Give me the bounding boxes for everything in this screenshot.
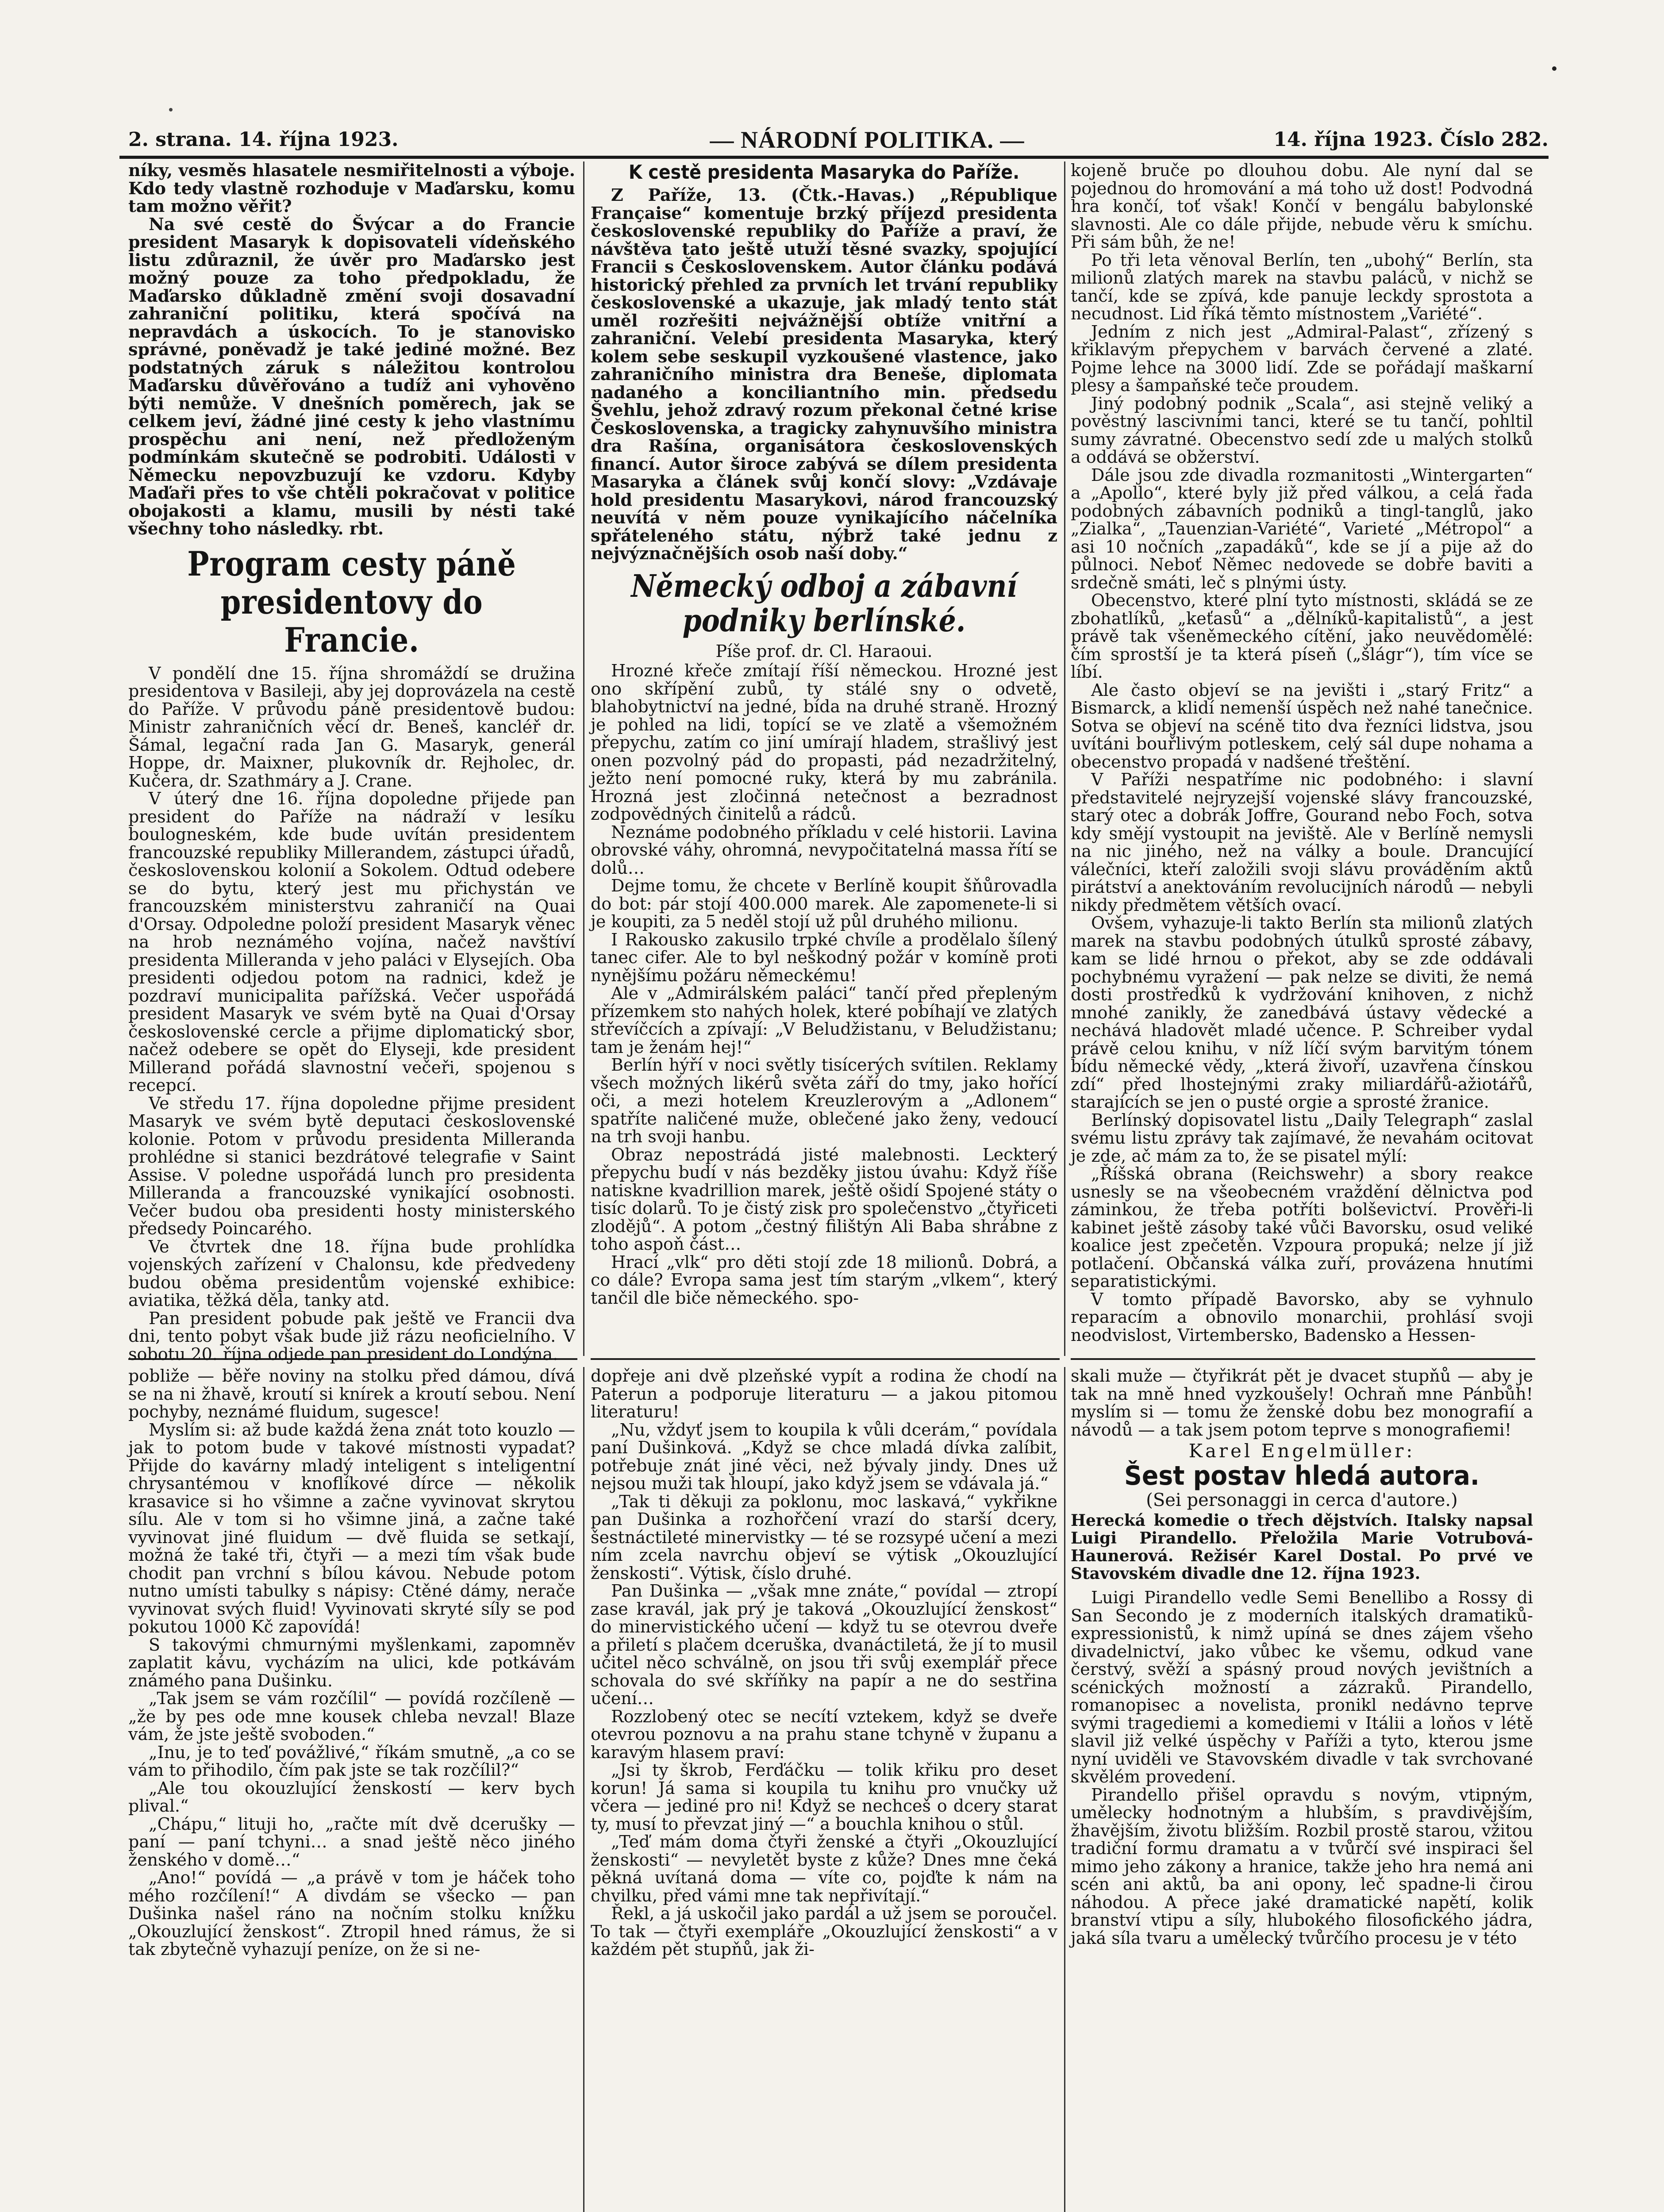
paragraph: „Tak jsem se vám rozčílil“ — povídá rozčíleně — „že by pes ode mne kousek chleba nevzal! Blaze vám, že jste ještě svoboden.“ (128, 1689, 575, 1744)
column-divider (1064, 1367, 1065, 2212)
review-author: Karel Engelmüller: (1188, 1440, 1415, 1462)
article-heading-paris: K cestě presidenta Masaryka do Paříže. (628, 161, 1020, 184)
paragraph: Pan Dušinka — „však mne znáte,“ povídal — ztropí zase kravál, jak prý je taková „Okouzlující ženskost“ do minervistického učení — když tu se otevrou dveře a přiletí s plačem dceruška, dvanáctiletá, že jí to musil učitel něco schválně, on jsou tři svůj exemplář přece schovala do své skříňky na papír a ne do sestřina učení… (591, 1581, 1057, 1708)
review-production-note: Herecká komedie o třech dějstvích. Italsky napsal Luigi Pirandello. Přeložila Marie Votrubová-Haunerová. Režisér Karel Dostal. Po prvé ve Stavovském divadle dne 12. října 1923. (1071, 1511, 1533, 1583)
section-rule (591, 1358, 1060, 1360)
paragraph: Luigi Pirandello vedle Semi Benellibo a Rossy di San Secondo je z moderních italských dramatiků-expressionistů, k nimž upíná se dnes zájem všeho divadelnictví, jako vůbec ke všemu, odkud vane čerstvý, svěží a spásný proud nových jevištních a scénických možností a zázraků. Pirandello, romanopisec a novelista, pronikl nedávno teprve svými tragediemi a komediemi v Itálii a loňos v létě slavil již velké úspěchy v Paříži a tyto, kterou jsme nyní uviděli ve Stavovském divadle v tak svrchované skvělém provedení. (1071, 1588, 1533, 1786)
paragraph: Ale často objeví se na jevišti i „starý Fritz“ a Bismarck, a klidí nemenší úspěch než nahé tanečnice. Sotva se objeví na scéně tito dva řezníci lidstva, jsou uvítáni bouřlivým potleskem, celý sál dupe nohama a obecenstvo propadá v nadšené třeštění. (1071, 680, 1533, 772)
paragraph: Dejme tomu, že chcete v Berlíně koupit šňůrovadla do bot: pár stojí 400.000 marek. Ale zapomenete-li si je koupiti, za 5 neděl stojí už půl druhého milionu. (591, 876, 1057, 931)
review-title: Šest postav hledá autora. (1124, 1460, 1480, 1491)
scan-speck (169, 108, 173, 111)
article-heading-odboj: Německý odboj a zábavní podniky berlínské. (631, 567, 1017, 639)
column-3-top (1071, 161, 1533, 1344)
paragraph: Hrozné křeče zmítají říší německou. Hrozné jest ono skřípění zubů, ty stálé sny o odvetě, blahobytnictví na jedné, bída na druhé straně. Hrozný je pohled na lidi, topící se ve zlatě a všemožném přepychu, zatím co jiní umírají hladem, strašlivý jest onen pozvolný pád do propasti, pád nezadržitelný, ježto není pomocné ruky, která by mu zabránila. Hrozná jest zločinná netečnost a bezradnost zodpovědných činitelů a rádců. (591, 661, 1057, 824)
paragraph: Řekl, a já uskočil jako pardál a už jsem se poroučel. To tak — čtyři exempláře „Okouzlující ženskosti“ a v každém pět stupňů, jak ži- (591, 1904, 1057, 1959)
paragraph: pobliže — běře noviny na stolku před dámou, dívá se na ni žhavě, kroutí si knírek a kroutí sebou. Není pochyby, neznámé fluidum, sugesce! (128, 1366, 575, 1421)
section-rule (1071, 1358, 1535, 1360)
column-2-top (591, 161, 1057, 1307)
paragraph: Neznáme podobného příkladu v celé historii. Lavina obrovské váhy, ohromná, nevypočitatelná massa řítí se dolů… (591, 822, 1057, 878)
paragraph: Pirandello přišel opravdu s novým, vtipným, umělecky hodnotným a hlubším, s pravdivějším, žhavějším, životu bližším. Rozbil prostě starou, vžitou tradiční formu dramatu a v tvůrčí své inspiraci šel mimo jeho zákony a hranice, takže jeho hra nemá ani scén ani aktů, ba ani opony, leč spadne-li čirou náhodou. A přece jaké dramatické napětí, kolik branství vtipu a síly, hlubokého filosofického jádra, jaká síla tvaru a umělecký tvůrčího procesu je v této (1071, 1785, 1533, 1948)
review-subtitle: (Sei personaggi in cerca d'autore.) (1146, 1490, 1458, 1510)
masthead (128, 127, 1549, 154)
paragraph: Ve čtvrtek dne 18. října bude prohlídka vojenských zařízení v Chalonsu, kde předvedeny budou oběma presidentům vojenské exhibice: aviatika, těžká děla, tanky atd. (128, 1237, 575, 1310)
paragraph: V pondělí dne 15. října shromáždí se družina presidentova v Basileji, aby jej doprovázela na cestě do Paříže. V průvodu páně presidentově budou: Ministr zahraničních věcí dr. Beneš, kancléř dr. Šámal, legační rada Jan G. Masaryk, generál Hoppe, dr. Maixner, plukovník dr. Rejholec, dr. Kučera, dr. Szathmáry a J. Crane. (128, 663, 575, 791)
paragraph: Myslím si: až bude každá žena znát toto kouzlo — jak to potom bude v takové místnosti vypadat? Přijde do kavárny mladý inteligent s inteligentní chrysantémou v knoflíkové dírce — několik krasavice si ho všimne a začne vyvinovat skrytou sílu. Ale v tom si ho všimne jiná, a začne také vyvinovat jiné fluidum — dvě fluida se setkají, možná že také tři, čtyři — a mezi tím však bude chodit pan vrchní s bílou kávou. Nebude potom nutno umísti tabulky s nápisy: Ctěné dámy, nerače vyvinovat svých fluid! Vyvinovati skryté síly se pod pokutou 1000 Kč zapovídá! (128, 1420, 575, 1636)
paragraph: Pan president pobude pak ještě ve Francii dva dni, tento pobyt však bude již rázu neoficielního. V sobotu 20. října odjede pan president do Londýna. (128, 1308, 575, 1364)
column-3-bottom (1071, 1367, 1533, 1947)
paragraph: Obraz nepostrádá jisté malebnosti. Leckterý přepychu budí v nás bezděky jistou úvahu: Když říše natiskne kvadrillion marek, ještě ošidí Spojené státy o tisíc dolarů. To je čistý zisk pro společenstvo „čtyřiceti zlodějů“. A potom „čestný filištýn Ali Baba shrábne z toho aspoň část… (591, 1144, 1057, 1254)
paragraph: Jedním z nich jest „Admiral-Palast“, zřízený s křiklavým přepychem v barvách červené a zlaté. Pojme lehce na 3000 lidí. Zde se pořádají maškarní plesy a šampaňské teče proudem. (1071, 322, 1533, 395)
paragraph: „Teď mám doma čtyři ženské a čtyři „Okouzlující ženskosti“ — nevyletět byste z kůže? Dnes mne čeká pěkná uvítaná doma — víte co, pojďte k nám na chvilku, před vámi mne tak nepřivítají.“ (591, 1832, 1057, 1905)
paragraph: Ve středu 17. října dopoledne přijme president Masaryk ve svém bytě deputaci československé kolonie. Potom v průvodu presidenta Milleranda prohlédne si stanici bezdrátové telegrafie v Saint Assise. V poledne uspořádá lunch pro presidenta Milleranda a francouzské vynikající osobnosti. Večer budou oba presidenti hosty ministerského předsedy Poincarého. (128, 1093, 575, 1238)
paragraph: skali muže — čtyřikrát pět je dvacet stupňů — aby je tak na mně hned vyzkoušely! Ochraň mne Pánbůh! myslím si — tomu že ženské dobu bez monografií a návodů — a tak jsem potom teprve s monografiemi! (1071, 1366, 1533, 1440)
column-divider (1064, 161, 1065, 1356)
paragraph: Obecenstvo, které plní tyto místnosti, skládá se ze zbohatlíků, „keťasů“ a „dělníků-kapitalistů“, a jest právě tak všeněmeckého cítění, jako neuvědomělé: čím sprostší je ta která píseň („šlágr“), tím více se líbí. (1071, 591, 1533, 682)
masthead-page-date: 2. strana. 14. října 1923. (128, 128, 399, 151)
paragraph: Na své cestě do Švýcar a do Francie president Masaryk k dopisovateli vídeňského listu zdůraznil, že úvěr pro Maďarsko jest možný pouze za toho předpokladu, že Maďarsko důkladně změní svoji dosavadní zahraniční politiku, která spočívá na nepravdách a úskocích. To je stanovisko správné, poněvadž je také jediné možné. Bez podstatných záruk s náležitou kontrolou Maďarsku důvěřováno a tudíž ani vyhověno býti nemůže. V dnešních poměrech, jak se celkem jeví, žádné jiné cesty k jeho vlastnímu prospěchu ani není, než předloženým podmínkám skutečně se podrobiti. Události v Německu nepovzbuzují ke vzdoru. Kdyby Maďaři přes to vše chtěli pokračovat v politice obojakosti a klamu, musili by nésti také všechny toho následky. rbt. (128, 214, 575, 538)
paragraph: „Ano!“ povídá — „a právě v tom je háček toho mého rozčílení!“ A divdám se všecko — pan Dušinka našel ráno na nočním stolku knížku „Okouzlující ženskost“. Ztropil hned rámus, že si tak zbytečně vyhazují peníze, on že si ne- (128, 1868, 575, 1959)
paragraph: Z Paříže, 13. (Čtk.-Havas.) „République Française“ komentuje brzký příjezd presidenta československé republiky do Paříže a praví, že návštěva tato ještě utuží těsné svazky, spojující Francii s Československem. Autor článku podává historický přehled za prvních let trvání republiky československé a ukazuje, jak mladý tento stát uměl rozřešiti nejvážnější obtíže vnitřní a zahraniční. Velebí presidenta Masaryka, který kolem sebe seskupil vyzkoušené vlastence, jako zahraničního ministra dra Beneše, diplomata nadaného a konciliantního min. předsedu Švehlu, jehož zdravý rozum překonal četné krise Československa, a tragicky zahynuvšího ministra dra Rašína, organisátora československých financí. Autor široce zabývá se dílem presidenta Masaryka a článek svůj končí slovy: „Vzdávaje hold presidentu Masarykovi, národ francouzský neuvítá v něm pouze vynikajícího náčelníka spřáteleného státu, nýbrž také jednu z nejvýznačnějších osob naší doby.“ (591, 185, 1057, 563)
paragraph: „Inu, je to teď povážlivé,“ říkám smutně, „a co se vám to přihodilo, čím pak jste se tak rozčílil?“ (128, 1742, 575, 1780)
paragraph: „Říšská obrana (Reichswehr) a sbory reakce usnesly se na všeobecném vraždění dělnictva pod záminkou, že třeba potříti bolševictví. Prověři-li kabinet ještě zásoby také vůči Bavorsku, osud veliké koalice jest zpečetěn. Vzpoura propuká; nelze jí již potlačení. Občanská válka zuří, provázena hnutími separatistickými. (1071, 1164, 1533, 1291)
paragraph: „Tak ti děkuji za poklonu, moc laskavá,“ vykřikne pan Dušinka a rozhořčení vrazí do starší dcery, šestnáctileté minervistky — té se rozsypé učení a mezi ním zcela navrchu objeví se výtisk „Okouzlující ženskosti“. Výtisk, číslo druhé. (591, 1491, 1057, 1583)
paragraph: I Rakousko zakusilo trpké chvíle a prodělalo šílený tanec cifer. Ale to byl neškodný požár v komíně proti nynějšímu požáru německému! (591, 929, 1057, 985)
column-1-bottom (128, 1367, 575, 1959)
paragraph: V tomto případě Bavorsko, aby se vyhnulo reparacím a obnovilo monarchii, prohlásí svoji neodvislost, Virtembersko, Badensko a Hessen- (1071, 1289, 1533, 1345)
paragraph: „Jsi ty škrob, Ferďáčku — tolik křiku pro deset korun! Já sama si koupila tu knihu pro vnučky už včera — jediné pro ni! Když se nechceš o dcery starat ty, musí to převzat jiný —“ a bouchla knihou o stůl. (591, 1760, 1057, 1834)
masthead-title: — NÁRODNÍ POLITIKA. — (710, 127, 1025, 153)
paragraph: Dále jsou zde divadla rozmanitosti „Wintergarten“ a „Apollo“, které byly již před válkou, a celá řada podobných zábavních podniků a tingl-tanglů, jako „Zialka“, „Tauenzian-Variété“, Varieté „Métropol“ a asi 10 nočních „zapadáků“, kde se jí a pije až do půlnoci. Neboť Němec nedovede se dobře baviti a srdečně smáti, leč s plnými ústy. (1071, 465, 1533, 592)
paragraph: Hrací „vlk“ pro děti stojí zde 18 milionů. Dobrá, a co dále? Evropa sama jest tím starým „vlkem“, který tančil dle biče německého. spo- (591, 1252, 1057, 1308)
paragraph: V Paříži nespatříme nic podobného: i slavní představitelé nejryzejší vojenské slávy francouzské, starý otec a dobrák Joffre, Gourand nebo Foch, sotva kdy smějí vystoupit na jeviště. Ale v Berlíně nemysli na nic jiného, než na války a boule. Drancující válečníci, kteří založili svoji slávu prováděním aktů pirátství a anektováním revolucijních národů — nebyli nikdy předmětem větších ovací. (1071, 770, 1533, 915)
paragraph: Berlínský dopisovatel listu „Daily Telegraph“ zaslal svému listu zprávy tak zajímavé, že nevahám ocitovat je zde, ač mám za to, že se pisatel mýlí: (1071, 1110, 1533, 1166)
paragraph: Ale v „Admirálském paláci“ tančí před přepleným přízemkem sto nahých holek, které pobíhají ve zlatých střevíčcích a zpívají: „V Beludžistanu, v Beludžistanu; tam je ženám hej!“ (591, 983, 1057, 1057)
column-divider (583, 161, 584, 1356)
article-heading-program: Program cesty páně presidentovy do Francie. (187, 544, 516, 660)
paragraph: Ovšem, vyhazuje-li takto Berlín sta milionů zlatých marek na stavbu podobných útulků sprosté zábavy, kam se lidé hrnou o překot, aby se zde oddávali pochybnému vyražení — pak nelze se diviti, že nemá dosti prostředků k vydržování knihoven, z nichž mnohé zanikly, že zanedbává ústavy vědecké a nechává hladovět mladé učence. P. Schreiber vydal právě celou knihu, v níž líčí svým barvitým tónem bídu německé vědy, „která živoří, uzavřena čínskou zdí“ před lhostejnými zraky miliardářů-ažiotářů, starajících se jen o pusté orgie a sprosté žranice. (1071, 913, 1533, 1112)
paragraph: „Nu, vždyť jsem to koupila k vůli dcerám,“ povídala paní Dušinková. „Když se chce mladá dívka zalíbit, potřebuje znát jiné věci, než bývaly jindy. Dnes už nejsou muži tak hloupí, jako když jsem se vdávala já.“ (591, 1420, 1057, 1493)
paragraph: Jiný podobný podnik „Scala“, asi stejně veliký a pověstný lascivními tanci, které se tu tančí, pohltil sumy závratné. Obecenstvo sedí zde u malých stolků a oddává se obžerství. (1071, 393, 1533, 467)
paragraph: Berlín hýří v noci světly tisícerých svítilen. Reklamy všech možných likérů světa září do tmy, jako hořící oči, a mezi hotelem Kreuzlerovým a „Adlonem“ spatříte naličené muže, oblečené jako ženy, vedoucí na trh svoji hanbu. (591, 1055, 1057, 1146)
column-divider (583, 1367, 584, 2212)
paragraph: Rozzlobený otec se necítí vztekem, když se dveře otevrou poznovu a na prahu stane tchyně v županu a karavým hlasem praví: (591, 1706, 1057, 1762)
paragraph: V úterý dne 16. října dopoledne přijede pan president do Paříže na nádraží v lesíku boulogneském, kde bude uvítán presidentem francouzské republiky Millerandem, zástupci úřadů, československou kolonií a Sokolem. Odtud odebere se do bytu, který jest mu přichystán ve francouzském ministerstvu zahraničí na Quai d'Orsay. Odpoledne položí president Masaryk věnec na hrob neznámého vojína, načež navštíví presidenta Millerandа v jeho paláci v Elysejích. Oba presidenti odjedou potom na radnici, kdež je pozdraví municipalita pařížská. Večer uspořádá president Masaryk ve svém bytě na Quai d'Orsay československé cercle a přijme diplomatický sbor, načež odebere se opět do Elyseji, kde president Millerand pořádá slavnostní večeři, spojenou s recepcí. (128, 789, 575, 1095)
paragraph: „Chápu,“ lituji ho, „račte mít dvě dcerušky — paní — paní tchyni… a snad ještě něco jiného ženského v domě…“ (128, 1814, 575, 1870)
paragraph: Po tři leta věnoval Berlín, ten „ubohý“ Berlín, sta milionů zlatých marek na stavbu paláců, v nichž se tančí, kde se zpívá, kde panuje leckdy sprostota a necudnost. Lid říká těmto místnostem „Variété“. (1071, 250, 1533, 323)
paragraph: dopřeje ani dvě plzeňské vypít a rodina že chodí na Paterun a podporuje literaturu — a jakou pitomou literaturu! (591, 1366, 1057, 1421)
paragraph: kojeně bruče po dlouhou dobu. Ale nyní dal se pojednou do hromování a má toho už dost! Podvodná hra končí, toť však! Končí v bengálu babylonské slavnosti. Ale co dále přijde, nebude věru k smíchu. Při sám bůh, že ne! (1071, 161, 1533, 252)
masthead-issue: 14. října 1923. Číslo 282. (1273, 128, 1549, 151)
masthead-rule (119, 156, 1549, 159)
scan-speck (1552, 66, 1556, 71)
paragraph: S takovými chmurnými myšlenkami, zapomněv zaplatit kávu, vycházím na ulici, kde potkávám známého pana Dušinku. (128, 1635, 575, 1690)
paragraph: „Ale tou okouzlující ženskostí — kerv bych plival.“ (128, 1778, 575, 1816)
column-2-bottom (591, 1367, 1057, 1959)
column-1-top (128, 161, 575, 1363)
article-byline: Píše prof. dr. Cl. Haraoui. (715, 641, 933, 661)
paragraph: níky, vesměs hlasatele nesmiřitelnosti a výboje. Kdo tedy vlastně rozhoduje v Maďarsku, komu tam možno věřit? (128, 160, 575, 216)
